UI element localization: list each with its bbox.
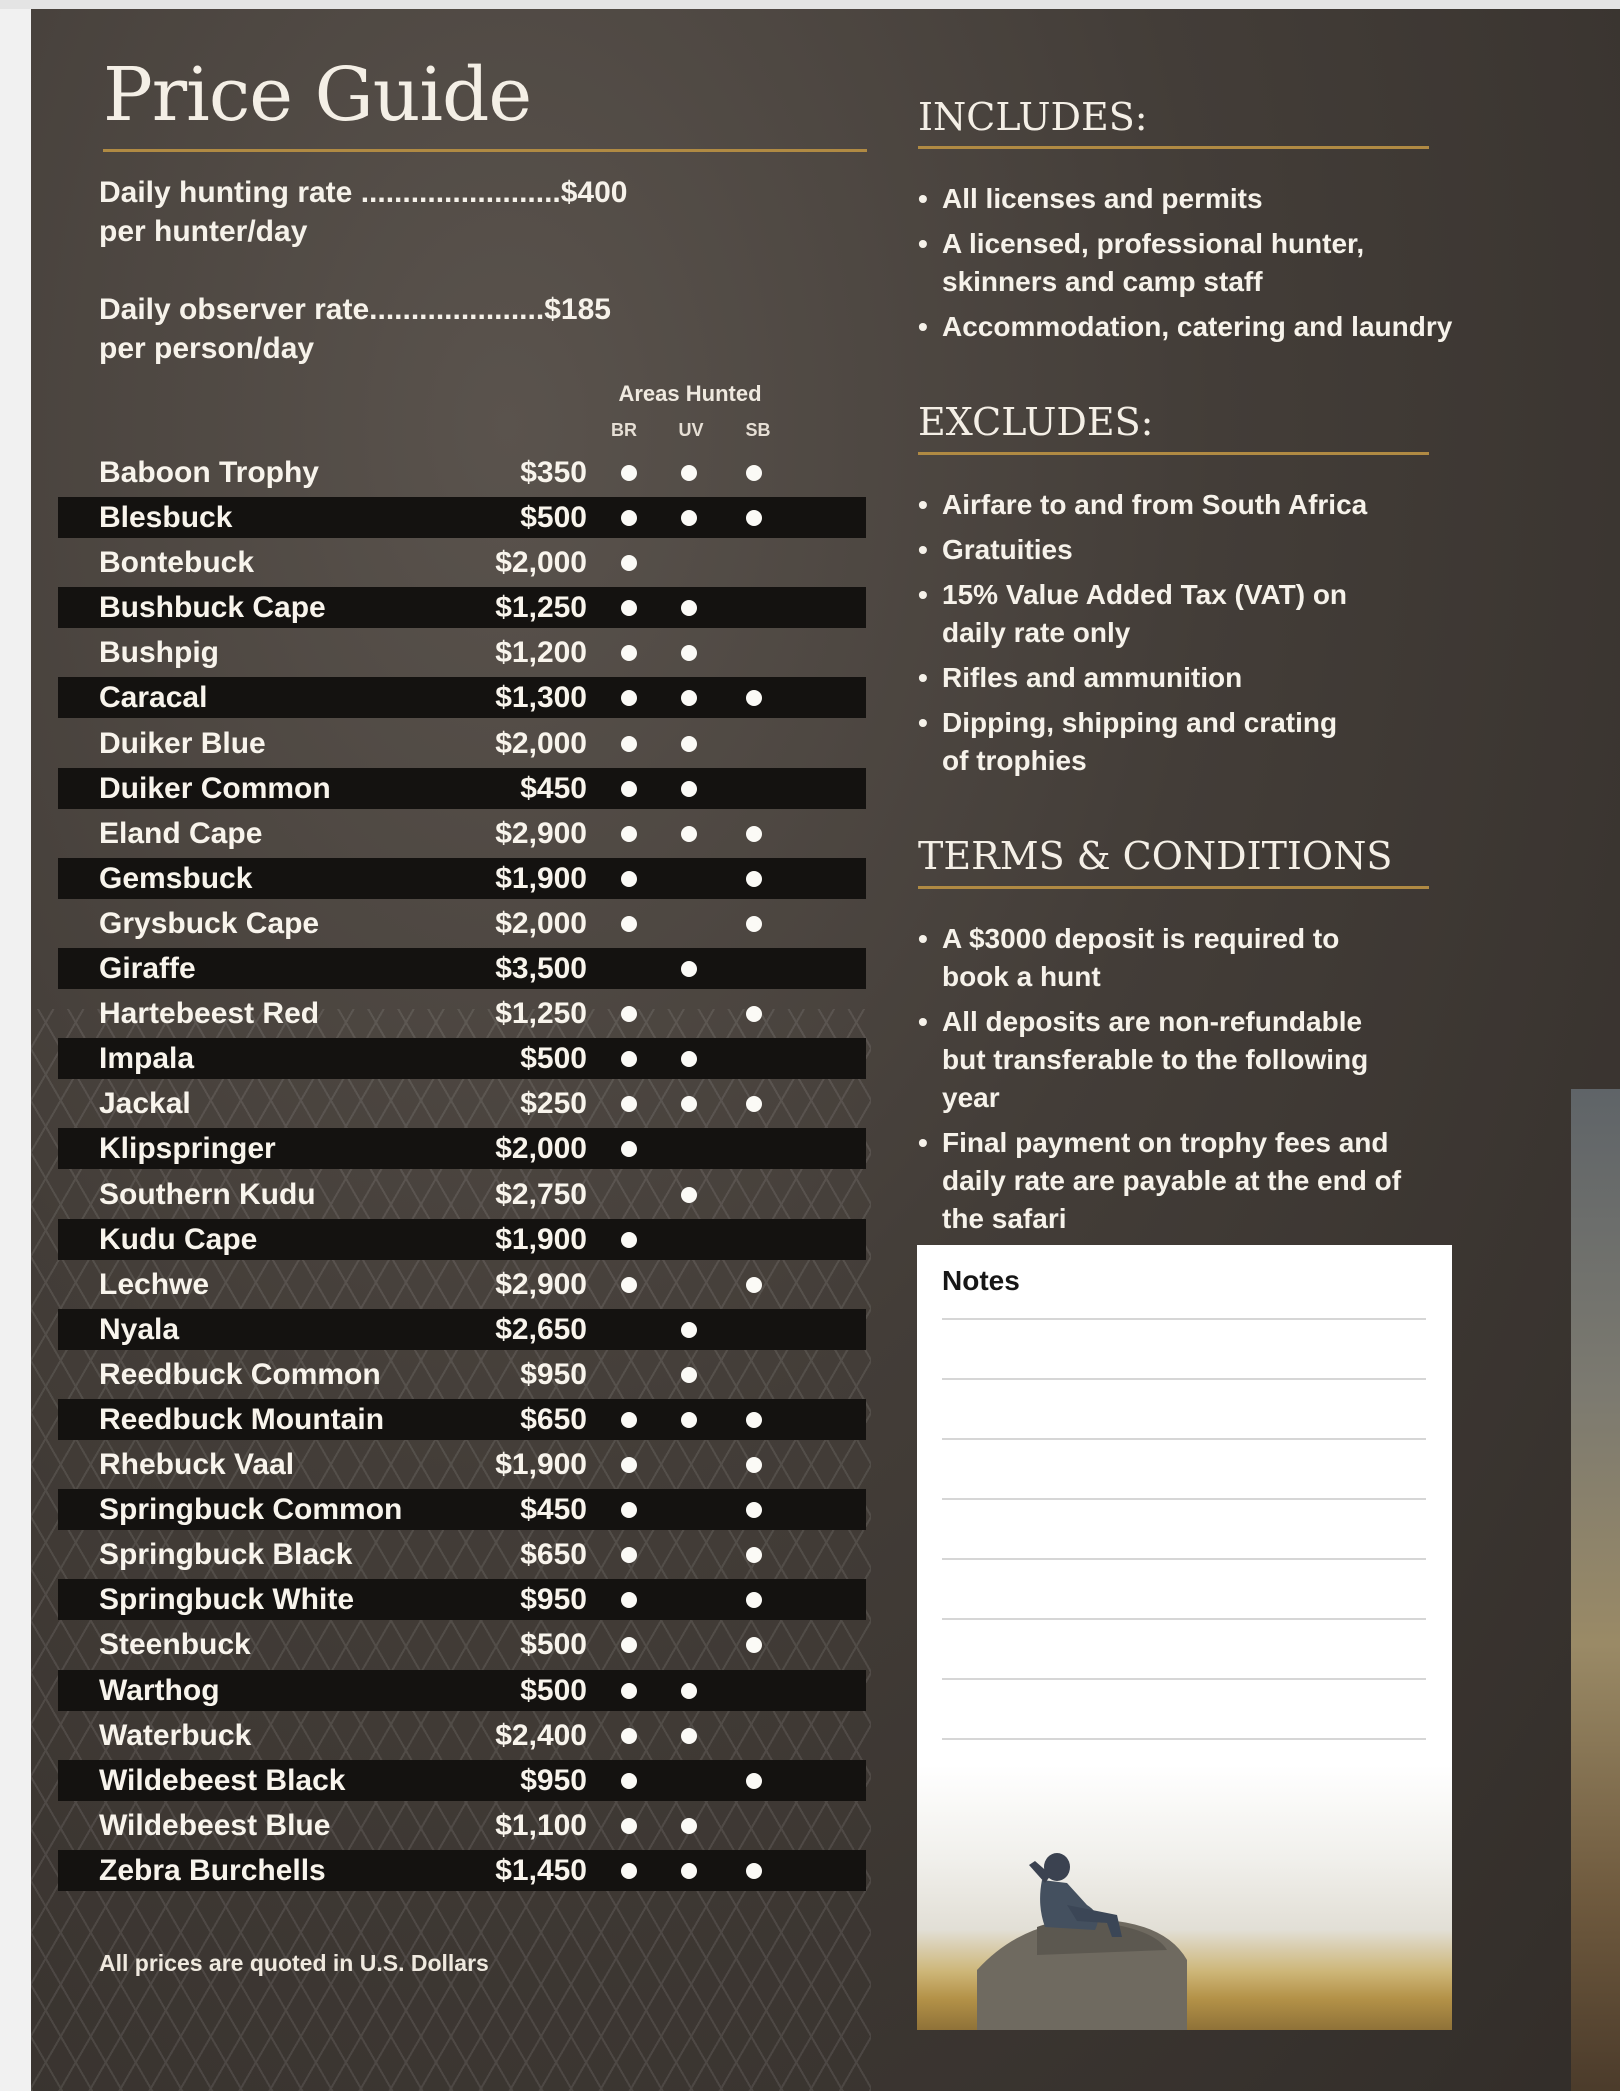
animal-price: $1,900 bbox=[495, 861, 587, 895]
animal-name: Kudu Cape bbox=[99, 1222, 258, 1256]
area-br-dot bbox=[621, 736, 637, 752]
area-br-dot bbox=[621, 1728, 637, 1744]
area-uv-dot bbox=[681, 961, 697, 977]
animal-name: Blesbuck bbox=[99, 501, 233, 535]
area-sb-dot bbox=[746, 916, 762, 932]
area-sb-dot bbox=[746, 826, 762, 842]
area-br-dot bbox=[621, 871, 637, 887]
animal-price: $950 bbox=[520, 1763, 587, 1797]
excludes-title: EXCLUDES: bbox=[918, 400, 1154, 444]
hunter-on-rock-photo bbox=[917, 1765, 1452, 2030]
note-line bbox=[942, 1318, 1426, 1320]
area-uv-dot bbox=[681, 1818, 697, 1834]
area-uv-dot bbox=[681, 1412, 697, 1428]
hunting-rate-label: Daily hunting rate bbox=[99, 176, 353, 209]
area-uv-dot bbox=[681, 781, 697, 797]
animal-name: Impala bbox=[99, 1042, 195, 1076]
terms-title: TERMS & CONDITIONS bbox=[918, 834, 1393, 878]
page-title: Price Guide bbox=[103, 52, 532, 138]
animal-price: $2,900 bbox=[495, 816, 587, 850]
table-row bbox=[58, 1532, 866, 1577]
table-row bbox=[58, 450, 866, 495]
table-row bbox=[58, 1352, 866, 1397]
animal-price: $2,650 bbox=[495, 1312, 587, 1346]
note-line bbox=[942, 1438, 1426, 1440]
animal-price: $1,450 bbox=[495, 1853, 587, 1887]
area-br-dot bbox=[621, 510, 637, 526]
includes-rule bbox=[918, 146, 1429, 149]
area-br-dot bbox=[621, 1637, 637, 1653]
animal-price: $2,750 bbox=[495, 1177, 587, 1211]
table-row bbox=[58, 1487, 866, 1532]
observer-rate-leader: ..................... bbox=[369, 293, 545, 326]
area-br-dot bbox=[621, 1096, 637, 1112]
area-br-dot bbox=[621, 1006, 637, 1022]
animal-price: $1,250 bbox=[495, 997, 587, 1031]
includes-item: • A licensed, professional hunter, skinners and camp staff bbox=[918, 228, 1365, 297]
table-row bbox=[58, 630, 866, 675]
viewer-left-margin bbox=[0, 9, 31, 2091]
note-line bbox=[942, 1558, 1426, 1560]
area-uv-dot bbox=[681, 1187, 697, 1203]
animal-name: Wildebeest Black bbox=[99, 1763, 346, 1797]
animal-name: Nyala bbox=[99, 1312, 180, 1346]
excludes-item: • Rifles and ammunition bbox=[918, 662, 1243, 693]
animal-price: $650 bbox=[520, 1538, 587, 1572]
table-row bbox=[58, 811, 866, 856]
area-br-dot bbox=[621, 1818, 637, 1834]
area-uv-dot bbox=[681, 1096, 697, 1112]
animal-price: $500 bbox=[520, 501, 587, 535]
excludes-item: • Dipping, shipping and crating of trophies bbox=[918, 707, 1338, 776]
area-sb-dot bbox=[746, 1096, 762, 1112]
animal-name: Bushbuck Cape bbox=[99, 591, 326, 625]
animal-price: $650 bbox=[520, 1402, 587, 1436]
terms-item: • A $3000 deposit is required to book a hunt bbox=[918, 923, 1340, 992]
animal-name: Duiker Blue bbox=[99, 726, 266, 760]
animal-price: $500 bbox=[520, 1673, 587, 1707]
animal-name: Gemsbuck bbox=[99, 861, 253, 895]
terms-rule bbox=[918, 886, 1429, 889]
excludes-item: • Airfare to and from South Africa bbox=[918, 489, 1368, 520]
area-sb-dot bbox=[746, 510, 762, 526]
area-uv-dot bbox=[681, 1322, 697, 1338]
table-row bbox=[58, 1758, 866, 1803]
animal-price: $1,100 bbox=[495, 1808, 587, 1842]
table-row bbox=[58, 721, 866, 766]
edge-photo bbox=[1571, 1089, 1620, 2091]
animal-name: Grysbuck Cape bbox=[99, 906, 320, 940]
animal-name: Duiker Common bbox=[99, 771, 331, 805]
table-row bbox=[58, 1307, 866, 1352]
area-br-dot bbox=[621, 916, 637, 932]
notes-label: Notes bbox=[942, 1265, 1020, 1296]
table-row bbox=[58, 1397, 866, 1442]
table-row bbox=[58, 1668, 866, 1713]
animal-price: $1,900 bbox=[495, 1222, 587, 1256]
table-row bbox=[58, 1126, 866, 1171]
animal-name: Lechwe bbox=[99, 1267, 210, 1301]
table-row bbox=[58, 1036, 866, 1081]
observer-rate-amount: $185 bbox=[544, 293, 611, 326]
animal-name: Waterbuck bbox=[99, 1718, 252, 1752]
area-br-dot bbox=[621, 1277, 637, 1293]
area-uv-dot bbox=[681, 645, 697, 661]
area-br-dot bbox=[621, 1457, 637, 1473]
animal-price: $2,900 bbox=[495, 1267, 587, 1301]
includes-item: • Accommodation, catering and laundry bbox=[918, 311, 1453, 342]
area-br-dot bbox=[621, 1547, 637, 1563]
animal-name: Springbuck White bbox=[99, 1583, 354, 1617]
includes-title: INCLUDES: bbox=[918, 95, 1148, 139]
area-uv-dot bbox=[681, 1728, 697, 1744]
animal-name: Southern Kudu bbox=[99, 1177, 316, 1211]
table-row bbox=[58, 1577, 866, 1622]
animal-price: $450 bbox=[520, 1493, 587, 1527]
table-row bbox=[58, 1848, 866, 1893]
animal-price: $2,000 bbox=[495, 726, 587, 760]
animal-name: Rhebuck Vaal bbox=[99, 1448, 295, 1482]
animal-name: Caracal bbox=[99, 681, 208, 715]
hunting-rate bbox=[99, 173, 628, 251]
animal-name: Wildebeest Blue bbox=[99, 1808, 331, 1842]
animal-name: Steenbuck bbox=[99, 1628, 251, 1662]
area-br-dot bbox=[621, 1232, 637, 1248]
table-row bbox=[58, 991, 866, 1036]
animal-price: $1,250 bbox=[495, 591, 587, 625]
areas-hunted-heading: Areas Hunted bbox=[618, 381, 762, 406]
hunting-rate-amount: $400 bbox=[560, 176, 628, 209]
animal-price: $2,000 bbox=[495, 546, 587, 580]
table-row bbox=[58, 946, 866, 991]
title-rule bbox=[103, 149, 867, 152]
animal-name: Hartebeest Red bbox=[99, 997, 320, 1031]
area-br-dot bbox=[621, 1773, 637, 1789]
animal-price: $1,300 bbox=[495, 681, 587, 715]
animal-price: $3,500 bbox=[495, 952, 587, 986]
area-uv-dot bbox=[681, 1863, 697, 1879]
table-row bbox=[58, 585, 866, 630]
animal-name: Springbuck Black bbox=[99, 1538, 353, 1572]
table-row bbox=[58, 495, 866, 540]
table-row bbox=[58, 1622, 866, 1667]
animal-name: Reedbuck Mountain bbox=[99, 1402, 385, 1436]
table-row bbox=[58, 1803, 866, 1848]
table-row bbox=[58, 901, 866, 946]
table-row bbox=[58, 1713, 866, 1758]
area-br-dot bbox=[621, 465, 637, 481]
table-row bbox=[58, 540, 866, 585]
animal-name: Eland Cape bbox=[99, 816, 263, 850]
animal-price: $450 bbox=[520, 771, 587, 805]
animal-price: $1,200 bbox=[495, 636, 587, 670]
table-row bbox=[58, 1081, 866, 1126]
area-br-dot bbox=[621, 645, 637, 661]
animal-name: Klipspringer bbox=[99, 1132, 276, 1166]
note-line bbox=[942, 1738, 1426, 1740]
table-row bbox=[58, 766, 866, 811]
area-sb-dot bbox=[746, 1863, 762, 1879]
area-sb-dot bbox=[746, 871, 762, 887]
area-sb-dot bbox=[746, 1006, 762, 1022]
area-br-dot bbox=[621, 555, 637, 571]
animal-price: $350 bbox=[520, 456, 587, 489]
hunting-rate-unit: per hunter/day bbox=[99, 215, 308, 248]
animal-name: Springbuck Common bbox=[99, 1493, 403, 1527]
observer-rate-label: Daily observer rate bbox=[99, 293, 370, 326]
row-band bbox=[58, 1309, 866, 1350]
notes-box[interactable] bbox=[917, 1245, 1452, 2030]
area-uv-dot bbox=[681, 736, 697, 752]
area-code-br: BR bbox=[611, 420, 637, 440]
note-line bbox=[942, 1678, 1426, 1680]
excludes-list bbox=[918, 486, 1478, 787]
table-row bbox=[58, 675, 866, 720]
table-row bbox=[58, 1442, 866, 1487]
area-br-dot bbox=[621, 781, 637, 797]
area-uv-dot bbox=[681, 1683, 697, 1699]
animal-name: Bushpig bbox=[99, 636, 219, 670]
animal-price: $1,900 bbox=[495, 1448, 587, 1482]
animal-price: $2,000 bbox=[495, 906, 587, 940]
animal-price: $950 bbox=[520, 1583, 587, 1617]
includes-list bbox=[918, 180, 1478, 353]
area-sb-dot bbox=[746, 465, 762, 481]
area-sb-dot bbox=[746, 1637, 762, 1653]
currency-footnote: All prices are quoted in U.S. Dollars bbox=[99, 1950, 489, 1976]
terms-item: • All deposits are non-refundable but transferable to the following year bbox=[918, 1006, 1369, 1113]
area-sb-dot bbox=[746, 1412, 762, 1428]
animal-name: Jackal bbox=[99, 1087, 191, 1121]
area-br-dot bbox=[621, 826, 637, 842]
excludes-rule bbox=[918, 452, 1429, 455]
area-uv-dot bbox=[681, 826, 697, 842]
animal-price: $950 bbox=[520, 1357, 587, 1391]
animal-price: $2,400 bbox=[495, 1718, 587, 1752]
animal-price: $250 bbox=[520, 1087, 587, 1121]
note-line bbox=[942, 1618, 1426, 1620]
animal-price: $500 bbox=[520, 1042, 587, 1076]
area-sb-dot bbox=[746, 1277, 762, 1293]
area-br-dot bbox=[621, 1863, 637, 1879]
observer-rate bbox=[99, 290, 611, 368]
note-line bbox=[942, 1378, 1426, 1380]
area-sb-dot bbox=[746, 1457, 762, 1473]
table-row bbox=[58, 1262, 866, 1307]
area-br-dot bbox=[621, 1412, 637, 1428]
animal-name: Zebra Burchells bbox=[99, 1853, 326, 1887]
note-line bbox=[942, 1498, 1426, 1500]
excludes-item: • Gratuities bbox=[918, 534, 1073, 565]
area-code-uv: UV bbox=[678, 420, 704, 440]
area-sb-dot bbox=[746, 1547, 762, 1563]
area-uv-dot bbox=[681, 510, 697, 526]
price-table bbox=[58, 450, 866, 1893]
animal-price: $2,000 bbox=[495, 1132, 587, 1166]
table-row bbox=[58, 1172, 866, 1217]
area-uv-dot bbox=[681, 465, 697, 481]
area-sb-dot bbox=[746, 1773, 762, 1789]
table-row bbox=[58, 856, 866, 901]
area-code-sb: SB bbox=[745, 420, 771, 440]
includes-item: • All licenses and permits bbox=[918, 183, 1263, 214]
area-br-dot bbox=[621, 1683, 637, 1699]
animal-name: Bontebuck bbox=[99, 546, 255, 580]
hunting-rate-leader: ........................ bbox=[360, 176, 561, 209]
animal-price: $500 bbox=[520, 1628, 587, 1662]
excludes-item: • 15% Value Added Tax (VAT) on daily rate only bbox=[918, 579, 1348, 648]
observer-rate-unit: per person/day bbox=[99, 332, 315, 365]
animal-name: Baboon Trophy bbox=[99, 456, 319, 489]
area-uv-dot bbox=[681, 1367, 697, 1383]
table-row bbox=[58, 1217, 866, 1262]
animal-name: Warthog bbox=[99, 1673, 220, 1707]
animal-name: Giraffe bbox=[99, 952, 196, 986]
terms-list bbox=[918, 920, 1478, 1245]
terms-item: • Final payment on trophy fees and daily rate are payable at the end of the safari bbox=[918, 1127, 1402, 1234]
animal-name: Reedbuck Common bbox=[99, 1357, 381, 1391]
